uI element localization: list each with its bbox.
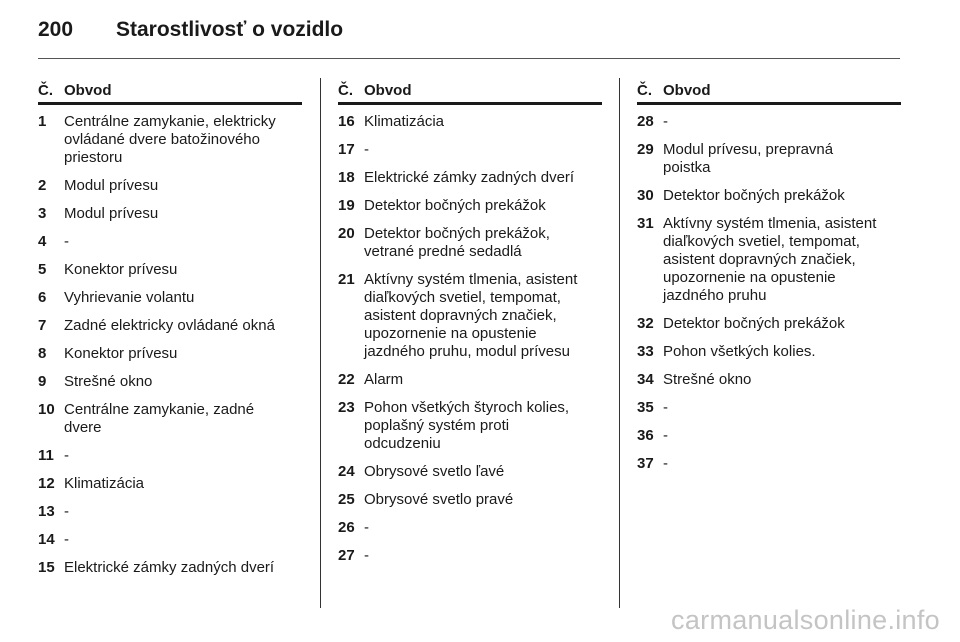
fuse-circuit: Pohon všetkých kolies. bbox=[663, 343, 816, 360]
column-header-number: Č. bbox=[338, 82, 353, 99]
fuse-row bbox=[38, 531, 302, 549]
fuse-row bbox=[637, 427, 901, 445]
fuse-row bbox=[38, 447, 302, 465]
fuse-row bbox=[38, 373, 302, 391]
fuse-row bbox=[38, 503, 302, 521]
column-header bbox=[637, 82, 901, 105]
fuse-circuit: - bbox=[663, 455, 668, 472]
fuse-number: 3 bbox=[38, 205, 47, 222]
column-header-circuit: Obvod bbox=[64, 82, 112, 99]
fuse-circuit: Obrysové svetlo ľavé bbox=[364, 463, 505, 480]
fuse-circuit: Pohon všetkých štyroch kolies, poplašný systém proti odcudzeniu bbox=[364, 399, 570, 452]
fuse-number: 1 bbox=[38, 113, 47, 130]
column-header bbox=[338, 82, 602, 105]
fuse-number: 8 bbox=[38, 345, 47, 362]
fuse-number: 35 bbox=[637, 399, 654, 416]
fuse-circuit: Detektor bočných prekážok bbox=[663, 315, 845, 332]
fuse-circuit: - bbox=[364, 519, 369, 536]
fuse-circuit: - bbox=[364, 141, 369, 158]
fuse-circuit: Centrálne zamykanie, elektricky ovládané dvere batožinového priestoru bbox=[64, 113, 276, 166]
fuse-number: 5 bbox=[38, 261, 47, 278]
fuse-number: 24 bbox=[338, 463, 355, 480]
fuse-number: 29 bbox=[637, 141, 654, 158]
fuse-circuit: - bbox=[663, 399, 668, 416]
fuse-list bbox=[338, 113, 602, 565]
fuse-number: 7 bbox=[38, 317, 47, 334]
fuse-circuit: - bbox=[64, 531, 69, 548]
fuse-circuit: Klimatizácia bbox=[64, 475, 145, 492]
column-header-circuit: Obvod bbox=[663, 82, 711, 99]
fuse-row bbox=[637, 315, 901, 333]
fuse-circuit: - bbox=[663, 113, 668, 130]
column-header-number: Č. bbox=[637, 82, 652, 99]
fuse-row bbox=[338, 399, 602, 453]
fuse-row bbox=[637, 455, 901, 473]
page-number: 200 bbox=[38, 18, 74, 41]
fuse-row bbox=[38, 401, 302, 437]
fuse-circuit: Konektor prívesu bbox=[64, 345, 178, 362]
column-header-number: Č. bbox=[38, 82, 53, 99]
fuse-number: 34 bbox=[637, 371, 654, 388]
fuse-number: 26 bbox=[338, 519, 355, 536]
fuse-number: 18 bbox=[338, 169, 355, 186]
fuse-row bbox=[38, 345, 302, 363]
fuse-row bbox=[637, 141, 901, 177]
column-divider bbox=[619, 78, 620, 608]
fuse-number: 27 bbox=[338, 547, 355, 564]
fuse-column-1 bbox=[38, 82, 302, 587]
fuse-row bbox=[38, 317, 302, 335]
fuse-number: 17 bbox=[338, 141, 355, 158]
fuse-list bbox=[637, 113, 901, 473]
fuse-number: 4 bbox=[38, 233, 47, 250]
fuse-circuit: Konektor prívesu bbox=[64, 261, 178, 278]
fuse-row bbox=[38, 113, 302, 167]
fuse-row bbox=[38, 289, 302, 307]
fuse-row bbox=[338, 113, 602, 131]
fuse-number: 23 bbox=[338, 399, 355, 416]
fuse-number: 31 bbox=[637, 215, 654, 232]
fuse-row bbox=[38, 205, 302, 223]
fuse-circuit: Detektor bočných prekážok bbox=[364, 197, 546, 214]
page-header bbox=[38, 18, 343, 48]
fuse-list bbox=[38, 113, 302, 577]
fuse-number: 14 bbox=[38, 531, 55, 548]
fuse-row bbox=[338, 271, 602, 361]
fuse-circuit: Strešné okno bbox=[663, 371, 752, 388]
fuse-row bbox=[38, 177, 302, 195]
fuse-circuit: Elektrické zámky zadných dverí bbox=[64, 559, 275, 576]
fuse-row bbox=[637, 215, 901, 305]
fuse-number: 11 bbox=[38, 447, 54, 464]
fuse-row bbox=[338, 197, 602, 215]
fuse-row bbox=[338, 519, 602, 537]
fuse-number: 2 bbox=[38, 177, 47, 194]
fuse-circuit: Zadné elektricky ovládané okná bbox=[64, 317, 275, 334]
column-header-circuit: Obvod bbox=[364, 82, 412, 99]
fuse-number: 32 bbox=[637, 315, 654, 332]
fuse-row bbox=[637, 371, 901, 389]
fuse-number: 16 bbox=[338, 113, 355, 130]
watermark: carmanualsonline.info bbox=[671, 605, 940, 635]
fuse-column-2 bbox=[338, 82, 602, 575]
fuse-circuit: - bbox=[64, 447, 69, 464]
fuse-row bbox=[637, 187, 901, 205]
fuse-number: 12 bbox=[38, 475, 55, 492]
fuse-row bbox=[338, 141, 602, 159]
header-rule bbox=[38, 58, 900, 59]
fuse-number: 37 bbox=[637, 455, 654, 472]
fuse-circuit: Strešné okno bbox=[64, 373, 153, 390]
fuse-number: 6 bbox=[38, 289, 47, 306]
column-divider bbox=[320, 78, 321, 608]
fuse-row bbox=[338, 491, 602, 509]
fuse-number: 21 bbox=[338, 271, 355, 288]
fuse-circuit: Modul prívesu bbox=[64, 205, 159, 222]
fuse-column-3 bbox=[637, 82, 901, 483]
fuse-number: 9 bbox=[38, 373, 47, 390]
fuse-row bbox=[338, 463, 602, 481]
fuse-circuit: Aktívny systém tlmenia, asistent diaľkových svetiel, tempomat, asistent dopravných značiek, upozornenie na opustenie jazdného pruhu bbox=[663, 215, 877, 304]
fuse-number: 20 bbox=[338, 225, 355, 242]
fuse-circuit: - bbox=[64, 233, 69, 250]
fuse-number: 36 bbox=[637, 427, 654, 444]
fuse-circuit: Detektor bočných prekážok, vetrané predné sedadlá bbox=[364, 225, 550, 260]
fuse-circuit: - bbox=[663, 427, 668, 444]
fuse-circuit: Elektrické zámky zadných dverí bbox=[364, 169, 575, 186]
fuse-row bbox=[637, 343, 901, 361]
fuse-number: 22 bbox=[338, 371, 355, 388]
fuse-circuit: Aktívny systém tlmenia, asistent diaľkových svetiel, tempomat, asistent dopravných značiek, upozornenie na opustenie jazdného pruhu, modul prívesu bbox=[364, 271, 578, 360]
fuse-row bbox=[637, 113, 901, 131]
fuse-number: 13 bbox=[38, 503, 55, 520]
fuse-circuit: Vyhrievanie volantu bbox=[64, 289, 195, 306]
fuse-circuit: Modul prívesu, prepravná poistka bbox=[663, 141, 834, 176]
fuse-circuit: - bbox=[364, 547, 369, 564]
fuse-circuit: Alarm bbox=[364, 371, 404, 388]
fuse-row bbox=[338, 371, 602, 389]
fuse-number: 19 bbox=[338, 197, 355, 214]
fuse-circuit: Centrálne zamykanie, zadné dvere bbox=[64, 401, 255, 436]
column-header bbox=[38, 82, 302, 105]
fuse-circuit: Modul prívesu bbox=[64, 177, 159, 194]
page-title: Starostlivosť o vozidlo bbox=[116, 18, 344, 41]
fuse-number: 10 bbox=[38, 401, 55, 418]
fuse-row bbox=[38, 475, 302, 493]
fuse-circuit: Detektor bočných prekážok bbox=[663, 187, 845, 204]
fuse-number: 25 bbox=[338, 491, 355, 508]
fuse-number: 15 bbox=[38, 559, 55, 576]
fuse-circuit: Klimatizácia bbox=[364, 113, 445, 130]
fuse-row bbox=[38, 233, 302, 251]
fuse-number: 28 bbox=[637, 113, 654, 130]
fuse-row bbox=[637, 399, 901, 417]
fuse-number: 33 bbox=[637, 343, 654, 360]
fuse-circuit: Obrysové svetlo pravé bbox=[364, 491, 514, 508]
fuse-row bbox=[38, 261, 302, 279]
fuse-row bbox=[338, 225, 602, 261]
fuse-circuit: - bbox=[64, 503, 69, 520]
fuse-row bbox=[338, 547, 602, 565]
fuse-row bbox=[38, 559, 302, 577]
fuse-number: 30 bbox=[637, 187, 654, 204]
fuse-row bbox=[338, 169, 602, 187]
